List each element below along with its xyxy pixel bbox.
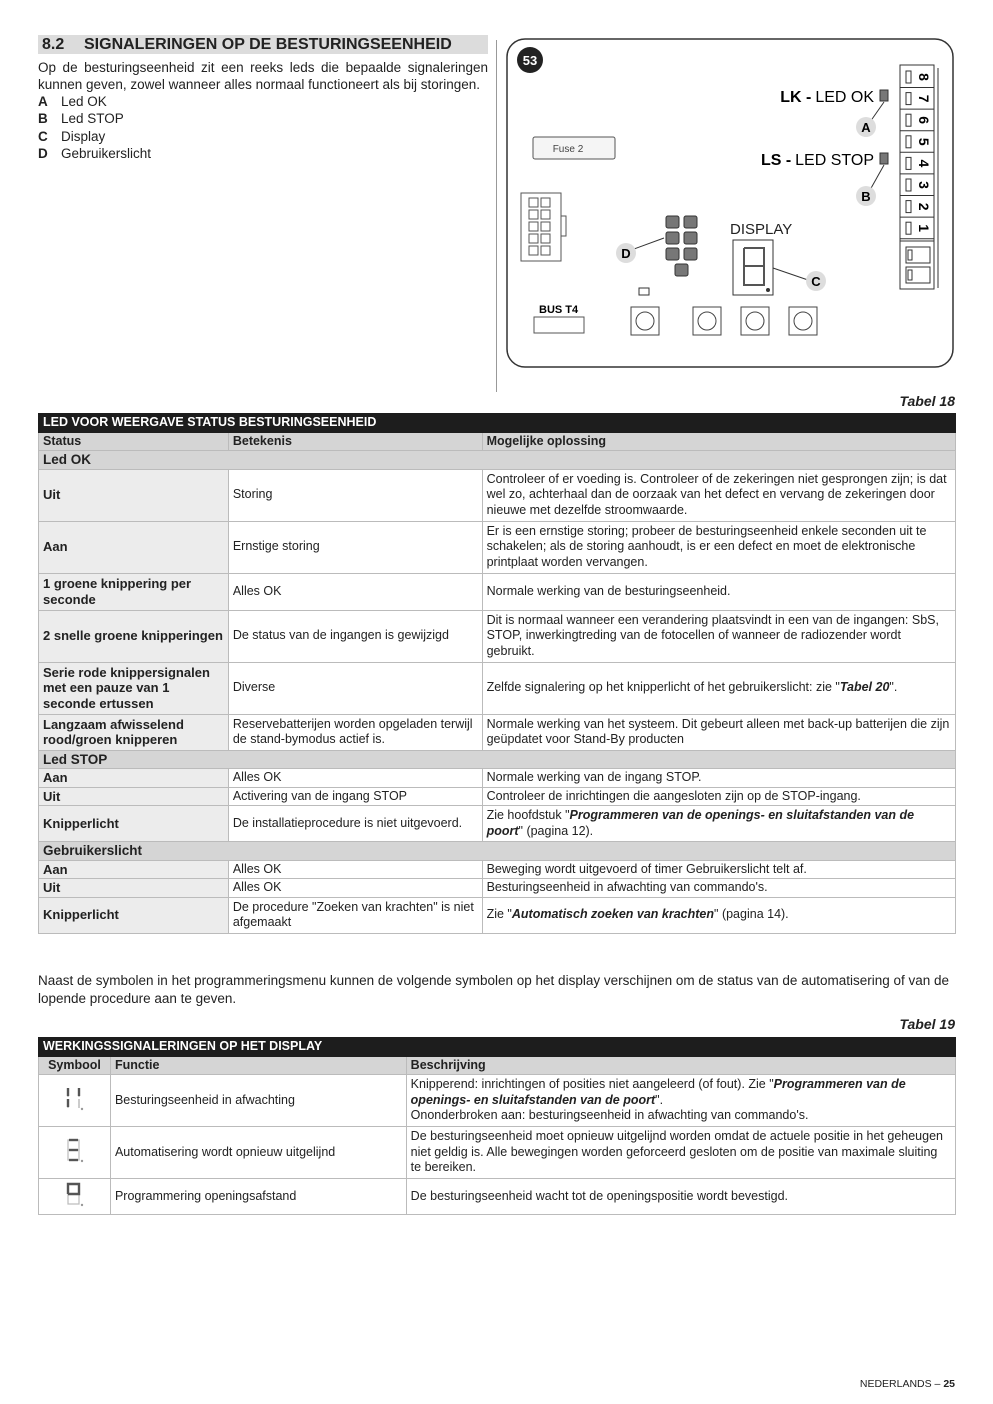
table-row: Aan Alles OK Normale werking van de ingang STOP.: [39, 769, 956, 788]
intro-paragraph: Op de besturingseenheid zit een reeks leds die bepaalde signaleringen kunnen geven, zowel wanneer alles normaal functioneert als bij storingen.: [38, 60, 488, 92]
table-row: Uit Alles OK Besturingseenheid in afwachting van commando's.: [39, 879, 956, 898]
terminal-number: 1: [916, 224, 932, 233]
table-header: LED VOOR WEERGAVE STATUS BESTURINGSEENHEID: [39, 414, 956, 433]
legend-list: [38, 93, 151, 162]
bus-connector: [534, 317, 584, 333]
terminal-number: 7: [916, 94, 932, 103]
page-number: 25: [943, 1378, 955, 1390]
terminal-number: 3: [916, 181, 932, 189]
terminal-screw: [906, 93, 911, 105]
table-row: Langzaam afwisselend rood/groen knipperen Reservebatterijen worden opgeladen terwijl de stand-bymodus actief is. Normale werking van het systeem. Dit gebeurt alleen met back-up batterijen die zijn geüpdatet voor Stand-By producten: [39, 714, 956, 750]
table19-caption: Tabel 19: [899, 1016, 955, 1032]
callout-c: C: [811, 274, 821, 289]
terminal-screw: [906, 136, 911, 148]
control-board-figure: [506, 38, 954, 368]
table-row: Aan Alles OK Beweging wordt uitgevoerd of timer Gebruikerslicht telt af.: [39, 860, 956, 879]
led-ok: [880, 90, 888, 101]
group-led-ok: Led OK: [39, 451, 956, 470]
section-title-text: SIGNALERINGEN OP DE BESTURINGSEENHEID: [84, 36, 452, 53]
list-item: B Led STOP: [38, 111, 124, 127]
table-header: WERKINGSSIGNALERINGEN OP HET DISPLAY: [39, 1038, 956, 1057]
table18-caption: Tabel 18: [899, 393, 955, 409]
table-row: Knipperlicht De procedure "Zoeken van krachten" is niet afgemaakt Zie "Automatisch zoeken van krachten" (pagina 14).: [39, 897, 956, 933]
terminal-screw: [906, 71, 911, 83]
column-divider: [496, 40, 497, 392]
section-title: [38, 35, 488, 54]
bus-label: BUS T4: [539, 304, 579, 316]
footer-language: NEDERLANDS –: [859, 1378, 941, 1390]
fuse-label: Fuse 2: [552, 144, 584, 155]
terminal-screw: [906, 201, 911, 213]
table-led-status: [38, 413, 956, 934]
table-row: Automatisering wordt opnieuw uitgelijnd De besturingseenheid moet opnieuw uitgelijnd worden omdat de actuele positie in het geheugen niet geldig is. Alle bewegingen worden geforceerd gesloten om de positie van maximale sluiting te bereiken.: [39, 1127, 956, 1179]
table-row: Uit Activering van de ingang STOP Controleer de inrichtingen die aangesloten zijn op de STOP-ingang.: [39, 787, 956, 806]
list-item: D Gebruikerslicht: [38, 145, 152, 161]
small-led: [639, 288, 649, 295]
led-stop: [880, 153, 888, 164]
table-column-headers: Symbool Functie Beschrijving: [39, 1056, 956, 1075]
group-user-light: Gebruikerslicht: [39, 842, 956, 861]
table-row: 1 groene knippering per seconde Alles OK Normale werking van de besturingseenheid.: [39, 573, 956, 610]
callout-b: B: [861, 189, 871, 204]
section-number: 8.2: [42, 36, 65, 53]
list-item: C Display: [38, 128, 106, 144]
terminal-number: 2: [916, 202, 932, 211]
group-led-stop: Led STOP: [39, 750, 956, 769]
display-symbol-icon: [39, 1127, 111, 1179]
table-display-signals: [38, 1037, 956, 1215]
terminal-number: 8: [916, 73, 932, 81]
figure-number: 53: [522, 53, 538, 68]
table-row: Serie rode knippersignalen met een pauze van 1 seconde ertussen Diverse Zelfde signalering op het knipperlicht of het gebruikerslicht: zie "Tabel 20".: [39, 662, 956, 714]
led-stop-label: LS - LED STOP: [760, 152, 874, 169]
display-symbol-icon: [39, 1179, 111, 1215]
display-symbol-icon: [39, 1075, 111, 1127]
page-footer: [860, 1378, 955, 1390]
table-row: Aan Ernstige storing Er is een ernstige storing; probeer de besturingseenheid enkele seconden uit te schakelen; als de storing aanhoudt, is er een defect en moet de elektronische printplaat worden vervangen.: [39, 521, 956, 573]
terminal-screw: [906, 157, 911, 169]
callout-d: D: [621, 246, 631, 261]
terminal-screw: [906, 222, 911, 234]
table-row: Programmering openingsafstand De besturingseenheid wacht tot de openingspositie wordt bevestigd.: [39, 1179, 956, 1215]
led-ok-label: LK - LED OK: [780, 89, 874, 106]
callout-a: A: [861, 120, 871, 135]
left-connector: [521, 193, 566, 261]
terminal-screw: [906, 114, 911, 126]
table-row: Uit Storing Controleer of er voeding is. Controleer of de zekeringen niet gesprongen zijn; is dat wel zo, achterhaal dan de oorzaak van het defect en vervang de zekeringen door nieuwe met dezelfde stroomwaarde.: [39, 469, 956, 521]
terminal-screw: [906, 179, 911, 191]
table-column-headers: Status Betekenis Mogelijke oplossing: [39, 432, 956, 451]
list-item: A Led OK: [38, 94, 107, 109]
between-paragraph: Naast de symbolen in het programmeringsmenu kunnen de volgende symbolen op het display verschijnen om de status van de automatisering of van de lopende procedure aan te geven.: [38, 973, 950, 1006]
terminal-number: 6: [916, 116, 932, 125]
table-row: Knipperlicht De installatieprocedure is niet uitgevoerd. Zie hoofdstuk "Programmeren van de openings- en sluitafstanden van de poort" (pagina 12).: [39, 806, 956, 842]
terminal-number: 5: [916, 137, 932, 146]
table-row: 2 snelle groene knipperingen De status van de ingangen is gewijzigd Dit is normaal wanneer een verandering plaatsvindt in een van de ingangen: SbS, STOP, inwerkingtreding van de fotocellen of wanneer de radiozender wordt gebruikt.: [39, 610, 956, 662]
table-row: Besturingseenheid in afwachting Knipperend: inrichtingen of posities niet aangeleerd (of fout). Zie "Programmeren van de openings- en sluitafstanden van de poort". Ononderbroken aan: besturingseenheid in afwachting van commando's.: [39, 1075, 956, 1127]
terminal-number: 4: [916, 159, 932, 168]
display-label: DISPLAY: [730, 221, 793, 238]
